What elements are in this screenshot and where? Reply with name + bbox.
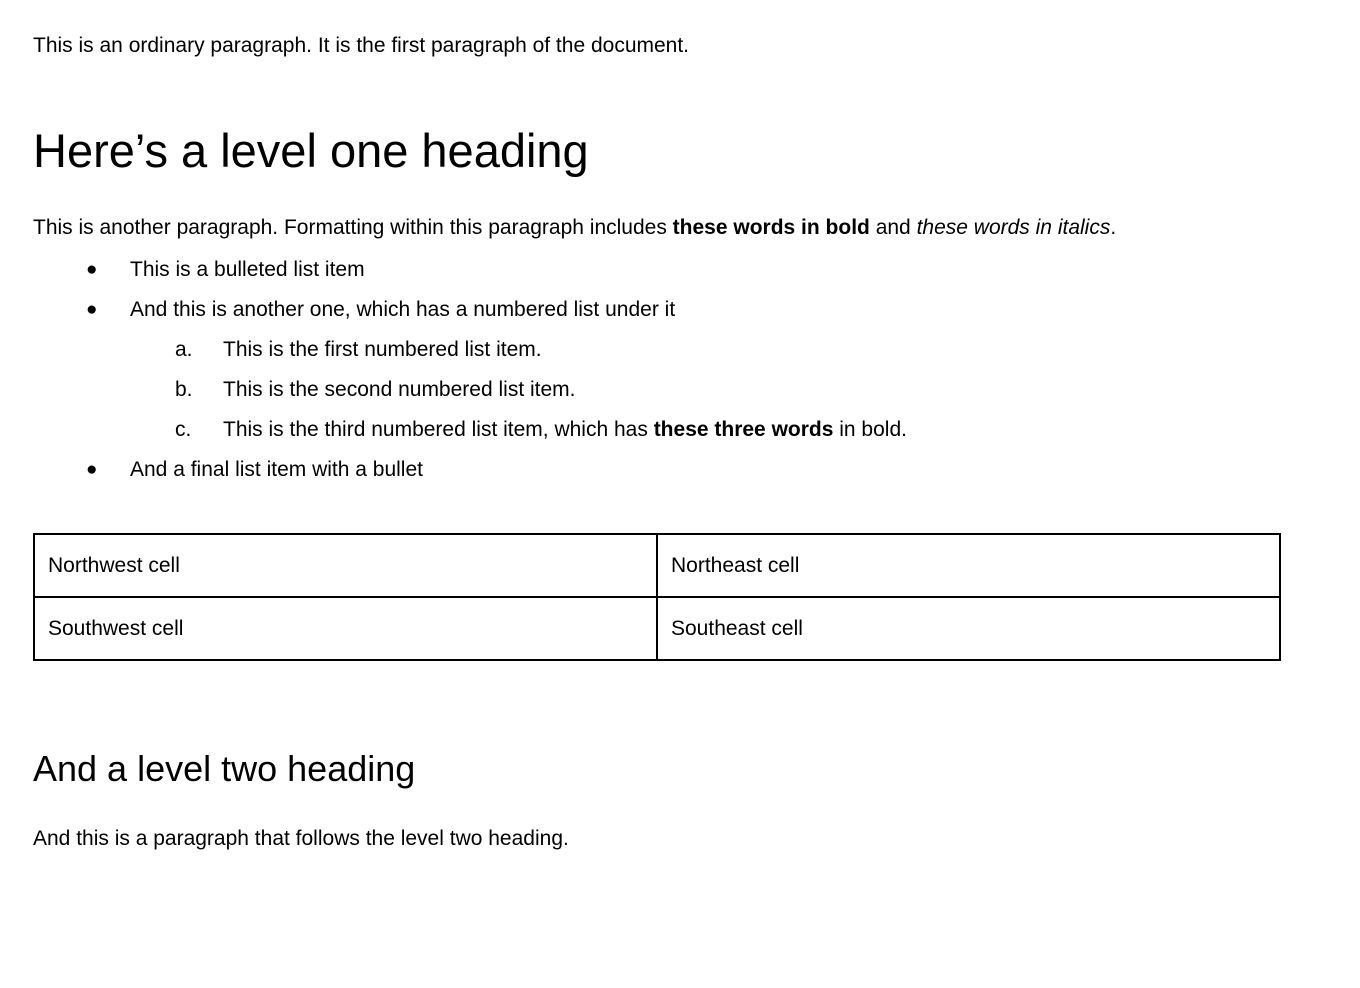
numbered-list-item xyxy=(33,370,1281,410)
heading-level-two: And a level two heading xyxy=(33,748,416,789)
heading-level-one: Here’s a level one heading xyxy=(33,124,589,177)
bullet-list-item xyxy=(33,250,1281,290)
numbered-list-item xyxy=(33,410,1281,450)
paragraph-last: And this is a paragraph that follows the level two heading. xyxy=(33,827,569,850)
paragraph-text-plain: and xyxy=(869,216,917,239)
table-row xyxy=(34,534,1280,597)
paragraph-first: This is an ordinary paragraph. It is the first paragraph of the document. xyxy=(33,34,690,57)
bullet-icon: ● xyxy=(86,459,98,480)
list-letter-label: b. xyxy=(175,378,193,401)
table-cell-southwest: Southwest cell xyxy=(34,597,657,660)
list-letter-label: c. xyxy=(175,418,192,441)
italic-span: these words in italics xyxy=(916,216,1111,239)
document-table xyxy=(33,533,1281,661)
list-item-text: This is the first numbered list item. xyxy=(223,338,542,361)
numbered-list-item xyxy=(33,330,1281,370)
paragraph-text-plain: . xyxy=(1110,216,1117,239)
list-item-text: in bold. xyxy=(833,418,907,441)
list-item-text: And this is another one, which has a numbered list under it xyxy=(130,298,676,321)
list-item-text: And a final list item with a bullet xyxy=(130,458,423,481)
table-cell-northwest: Northwest cell xyxy=(34,534,657,597)
table-cell-northeast: Northeast cell xyxy=(657,534,1280,597)
bullet-icon: ● xyxy=(86,299,98,320)
table-cell-southeast: Southeast cell xyxy=(657,597,1280,660)
list-letter-label: a. xyxy=(175,338,193,361)
bullet-list-item xyxy=(33,290,1281,330)
bulleted-list xyxy=(33,250,1281,490)
bullet-list-item xyxy=(33,450,1281,490)
paragraph-text-plain: This is another paragraph. Formatting within this paragraph includes xyxy=(33,216,673,239)
bullet-icon: ● xyxy=(86,259,98,280)
bold-span: these words in bold xyxy=(672,216,870,239)
list-item-text: This is a bulleted list item xyxy=(130,258,365,281)
table-row xyxy=(34,597,1280,660)
list-item-text: This is the second numbered list item. xyxy=(223,378,576,401)
bold-span: these three words xyxy=(653,418,834,441)
list-item-text: This is the third numbered list item, which has xyxy=(223,418,654,441)
paragraph-with-formatting xyxy=(33,208,1281,248)
